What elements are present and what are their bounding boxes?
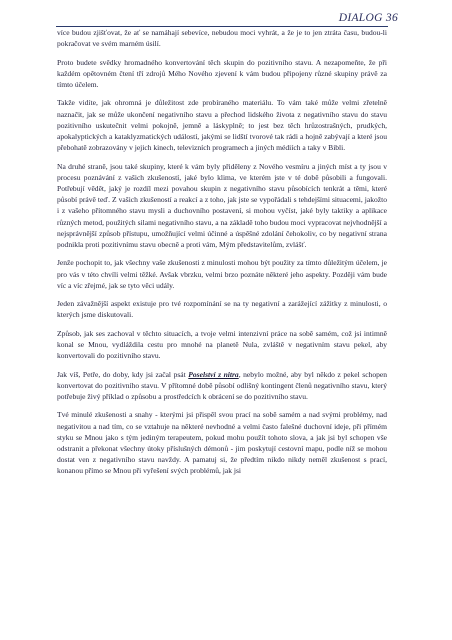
document-body [57, 27, 387, 484]
paragraph-3: Takže vidíte, jak ohromná je důležitost zde probíraného materiálu. To vám také může velmi zřetelně naznačit, jak se může ukončení negativního stavu a přechod lidského života z negativního stavu do stavu pozitivního uskutečnit velmi pokojně, jemně a láskyplně; to jest bez těch hrůzostrašných, prudkých, apokalyptických a kataklyzmatických událostí, jakými se lidští tvorové tak rádi a hojně zabývají a které jsou přebohatě zobrazovány v jejich kinech, televizních programech a jiných médiích a taky v Bibli. [57, 98, 387, 153]
page-header [56, 12, 398, 27]
paragraph-1: více budou zjišťovat, že ať se namáhají sebevíce, nebudou moci vyhrát, a že je to jen ztráta času, budou-li pokračovat ve svém marném úsilí. [57, 28, 387, 49]
paragraph-6: Jeden závažnější aspekt existuje pro tvé rozpomínání se na ty negativní a zarážející zážitky z minulosti, o kterých jsme diskutovali. [57, 299, 387, 320]
paragraph-8-end: , nebylo možné, aby byl někdo z pekel schopen konvertovat do pozitivního stavu. V přítomné době působí odlišný kontingent členů negativního stavu, který potřebuje živý příklad o způsobu a prostředcích k obrácení se do pozitivního stavu. [57, 369, 387, 401]
paragraph-8 [57, 369, 387, 403]
paragraph-7: Způsob, jak ses zachoval v těchto situacích, a tvoje velmi intenzivní práce na sobě samém, což jsi intimně konal se Mnou, vydláždila cestu pro mnohé na planetě Nula, zvláště v negativním stavu pekel, aby konvertovali do pozitivního stavu. [57, 328, 387, 361]
paragraph-8-start: Jak víš, Petře, do doby, kdy jsi začal psát [57, 369, 189, 379]
book-title-link[interactable]: Poselství z nitra [188, 369, 239, 379]
running-header-title: DIALOG 36 [338, 12, 398, 24]
paragraph-2: Proto budete svědky hromadného konvertování těch skupin do pozitivního stavu. A nezapomeňte, že při každém opětovném čtení tří zdrojů Mého Nového zjevení k vám budou připojeny různé skupiny právě za tímto účelem. [57, 57, 387, 89]
paragraph-9: Tvé minulé zkušenosti a snahy - kterými jsi přispěl svou prací na sobě samém a nad svými problémy, nad negativitou a nad tím, co se vztahuje na některé nevhodné a velmi často falešné duchovní ideje, při přímém styku se Mnou jako s tým jediným terapeutem, pokud mohu použít tohoto slova, a jak jsi byl schopen vše odstranit a překonat všechny útoky příslušných démonů - jim poskytují cestovní mapu, podle níž se mohou dostat ven z negativního stavu navždy. A pamatuj si, že předtím nikdo nikdy neměl zkušenost s prací, konanou přímo se Mnou při vyřešení svých problémů, jak jsi [57, 410, 387, 476]
paragraph-4: Na druhé straně, jsou také skupiny, které k vám byly přiděleny z Nového vesmíru a jiných míst a ty jsou v procesu poznávání z vašich zkušeností, jaké bylo klima, ve kterém jste v té době působili a fungovali. Potřebují vědět, jaký je rozdíl mezi povahou skupin z negativního stavu působících tenkrát a těmi, které působí právě teď. Z vašich zkušeností a reakcí a z toho, jak jste se vypořádali s tehdejšími situacemi, jakožto i z vašeho přítomného stavu mysli a duchovního postavení, si mohou vyčíst, jaké byly taktiky a aplikace různých metod, použitých silami negativního stavu, a na základě toho budou moci vypracovat nejvhodnější a nejsprávnější způsob přístupu, umožňující velmi účinné a úspěšné zdolání čehokoliv, co by negativní strana podnikla proti pozitivnímu stavu obecně a proti vám, Mým představitelům, zvlášť. [57, 161, 387, 250]
paragraph-5: Jenže pochopit to, jak všechny vaše zkušenosti z minulosti mohou být použity za tímto důležitým účelem, je pro vás v této chvíli velmi těžké. Avšak vbrzku, velmi brzo poznáte některé jeho aspekty. Později vám bude víc a víc zřejmé, jak se tyto věci udály. [57, 258, 387, 290]
